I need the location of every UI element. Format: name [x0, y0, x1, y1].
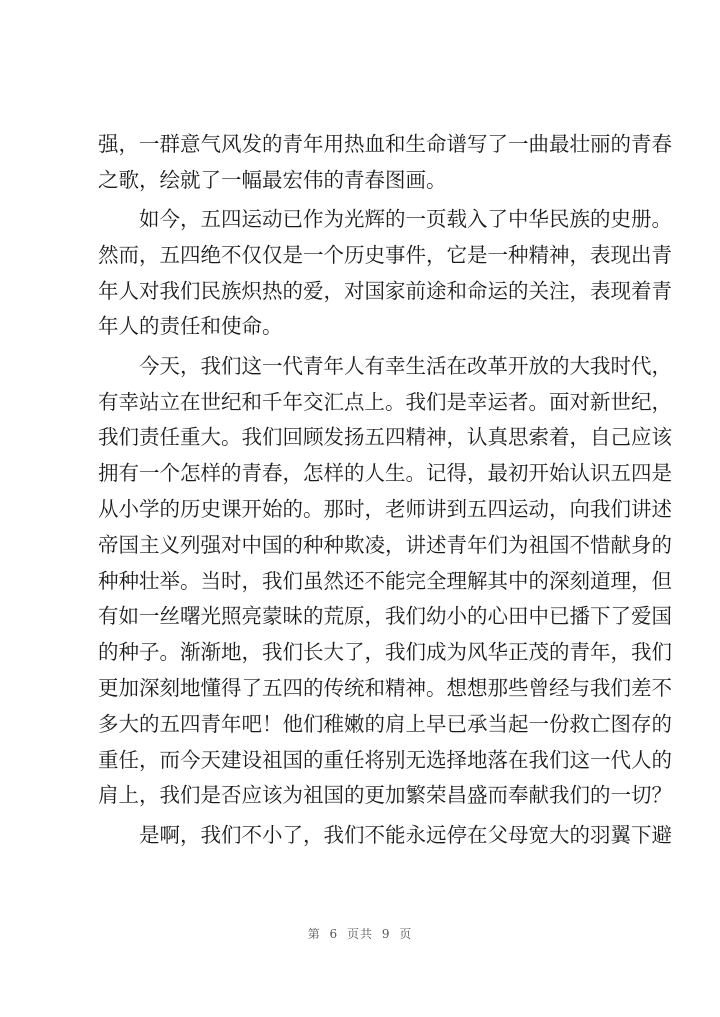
- document-body: [98, 127, 672, 853]
- text-line: 有如一丝曙光照亮蒙昧的荒原，我们幼小的心田中已播下了爱国: [98, 604, 672, 629]
- text-line: 从小学的历史课开始的。那时，老师讲到五四运动，向我们讲述: [98, 496, 672, 521]
- text-line: 多大的五四青年吧！他们稚嫩的肩上早已承当起一份救亡图存的: [98, 711, 672, 736]
- text-line: 帝国主义列强对中国的种种欺凌，讲述青年们为祖国不惜献身的: [98, 532, 672, 557]
- text-line: 更加深刻地懂得了五四的传统和精神。想想那些曾经与我们差不: [98, 675, 672, 700]
- text-line: 我们责任重大。我们回顾发扬五四精神，认真思索着，自己应该: [98, 425, 672, 450]
- text-line: 今天，我们这一代青年人有幸生活在改革开放的大我时代，: [139, 353, 672, 378]
- text-line: 年人对我们民族炽热的爱，对国家前途和命运的关注，表现着青: [98, 278, 672, 303]
- text-line: 强，一群意气风发的青年用热血和生命谱写了一曲最壮丽的青春: [98, 132, 672, 156]
- text-line: 有幸站立在世纪和千年交汇点上。我们是幸运者。面对新世纪，: [98, 389, 672, 414]
- text-line: 重任，而今天建设祖国的重任将别无选择地落在我们这一代人的: [98, 747, 672, 772]
- text-line: 年人的责任和使命。: [98, 314, 283, 339]
- text-line: 之歌，绘就了一幅最宏伟的青春图画。: [98, 167, 447, 192]
- text-line: 种种壮举。当时，我们虽然还不能完全理解其中的深刻道理，但: [98, 568, 672, 593]
- text-line: 如今，五四运动已作为光辉的一页载入了中华民族的史册。: [139, 207, 672, 232]
- text-line: 的种子。渐渐地，我们长大了，我们成为风华正茂的青年，我们: [98, 640, 672, 665]
- text-line: 拥有一个怎样的青春，怎样的人生。记得，最初开始认识五四是: [98, 461, 672, 486]
- text-line: 是啊，我们不小了，我们不能永远停在父母宽大的羽翼下避: [139, 822, 672, 847]
- page-number-footer: 第 6 页共 9 页: [307, 927, 413, 941]
- text-line: 肩上，我们是否应该为祖国的更加繁荣昌盛而奉献我们的一切？: [98, 783, 672, 808]
- text-line: 然而，五四绝不仅仅是一个历史事件，它是一种精神，表现出青: [98, 242, 672, 267]
